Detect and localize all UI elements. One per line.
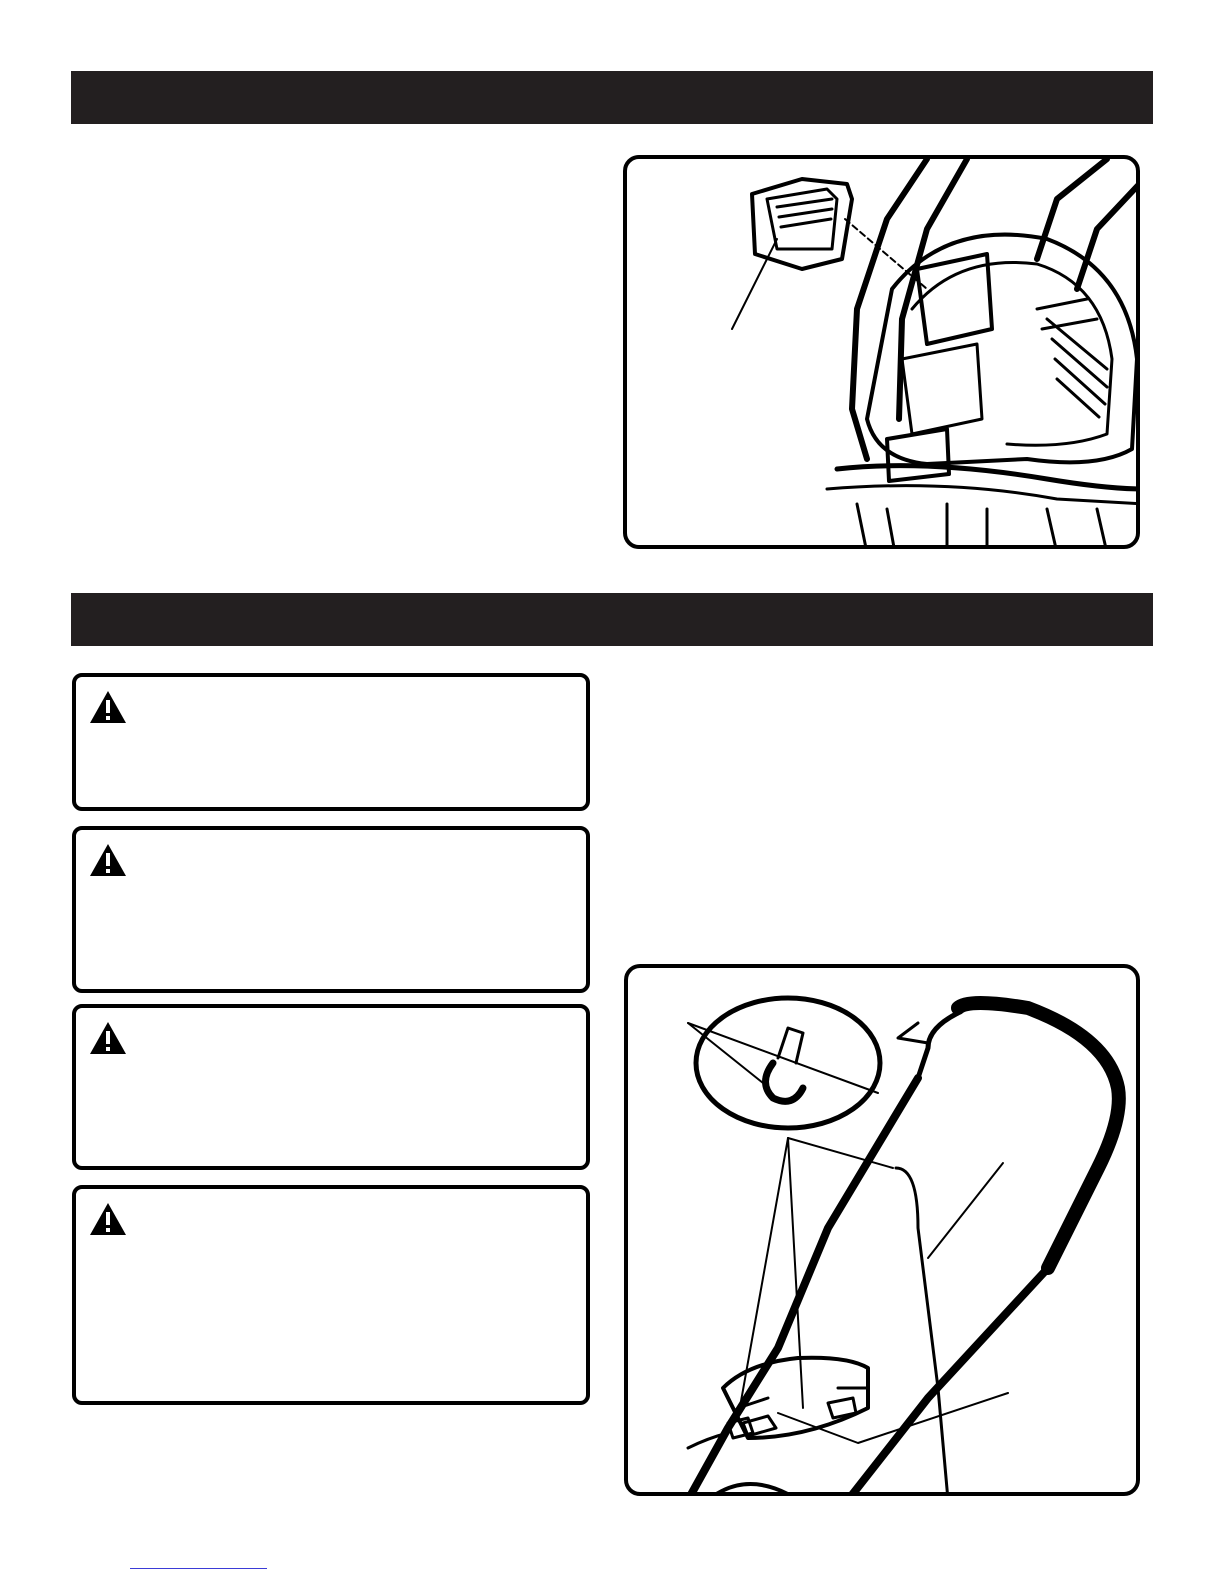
handle-cable-illustration bbox=[628, 968, 1140, 1496]
warning-box-4 bbox=[72, 1185, 590, 1405]
warning-box-2 bbox=[72, 826, 590, 993]
warning-triangle-icon bbox=[88, 1201, 128, 1237]
warning-box-1 bbox=[72, 673, 590, 811]
figure-engine-cover bbox=[623, 155, 1140, 549]
warning-triangle-icon bbox=[88, 842, 128, 878]
engine-cover-illustration bbox=[627, 159, 1140, 549]
section-header-top bbox=[71, 71, 1153, 124]
warning-triangle-icon bbox=[88, 689, 128, 725]
section-header-bottom bbox=[71, 593, 1153, 646]
footer-link-underline[interactable] bbox=[130, 1568, 267, 1569]
figure-handle-cable bbox=[624, 964, 1140, 1496]
warning-triangle-icon bbox=[88, 1020, 128, 1056]
warning-box-3 bbox=[72, 1004, 590, 1170]
